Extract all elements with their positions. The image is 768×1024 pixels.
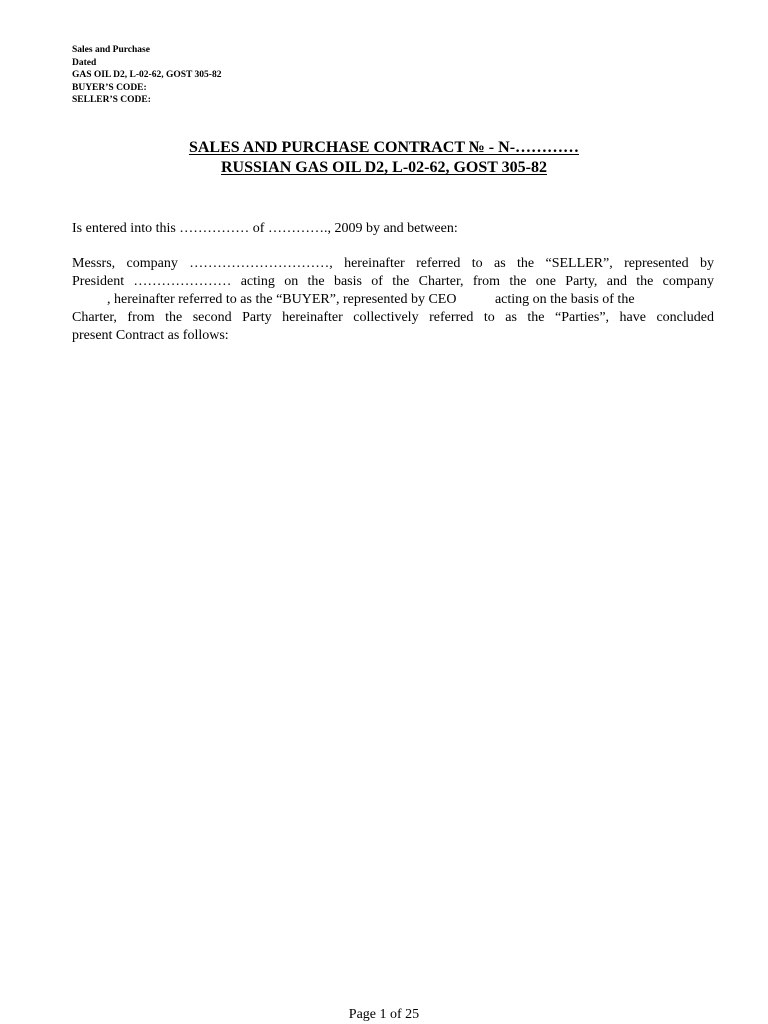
paragraph-line: Charter, from the second Party hereinafter collectively referred to as the “Parties”, have concluded (72, 310, 714, 325)
page-number: Page 1 of 25 (348, 1007, 420, 1022)
intro-paragraph: Is entered into this …………… of …………., 2009 by and between: (72, 221, 458, 236)
parties-paragraph (72, 255, 714, 345)
paragraph-line: , hereinafter referred to as the “BUYER”, represented by CEO acting on the basis of the (72, 292, 635, 307)
header-line-buyer-code: BUYER’S CODE: (72, 82, 147, 93)
header-line-sales-purchase: Sales and Purchase (72, 45, 150, 55)
header-line-product: GAS OIL D2, L-02-62, GOST 305-82 (72, 70, 222, 80)
contract-title (0, 138, 768, 178)
paragraph-line: Messrs, company …………………………, hereinafter referred to as the “SELLER”, represented by (72, 256, 714, 271)
header-line-seller-code: SELLER’S CODE: (72, 95, 151, 105)
contract-title-line-1: SALES AND PURCHASE CONTRACT № - N-………… (188, 139, 580, 156)
header-line-dated: Dated (72, 57, 97, 68)
contract-title-line-2: RUSSIAN GAS OIL D2, L-02-62, GOST 305-82 (221, 159, 547, 176)
paragraph-line: President ………………… acting on the basis of the Charter, from the one Party, and the company (72, 274, 714, 289)
paragraph-line: present Contract as follows: (72, 328, 229, 343)
document-header (72, 44, 221, 107)
